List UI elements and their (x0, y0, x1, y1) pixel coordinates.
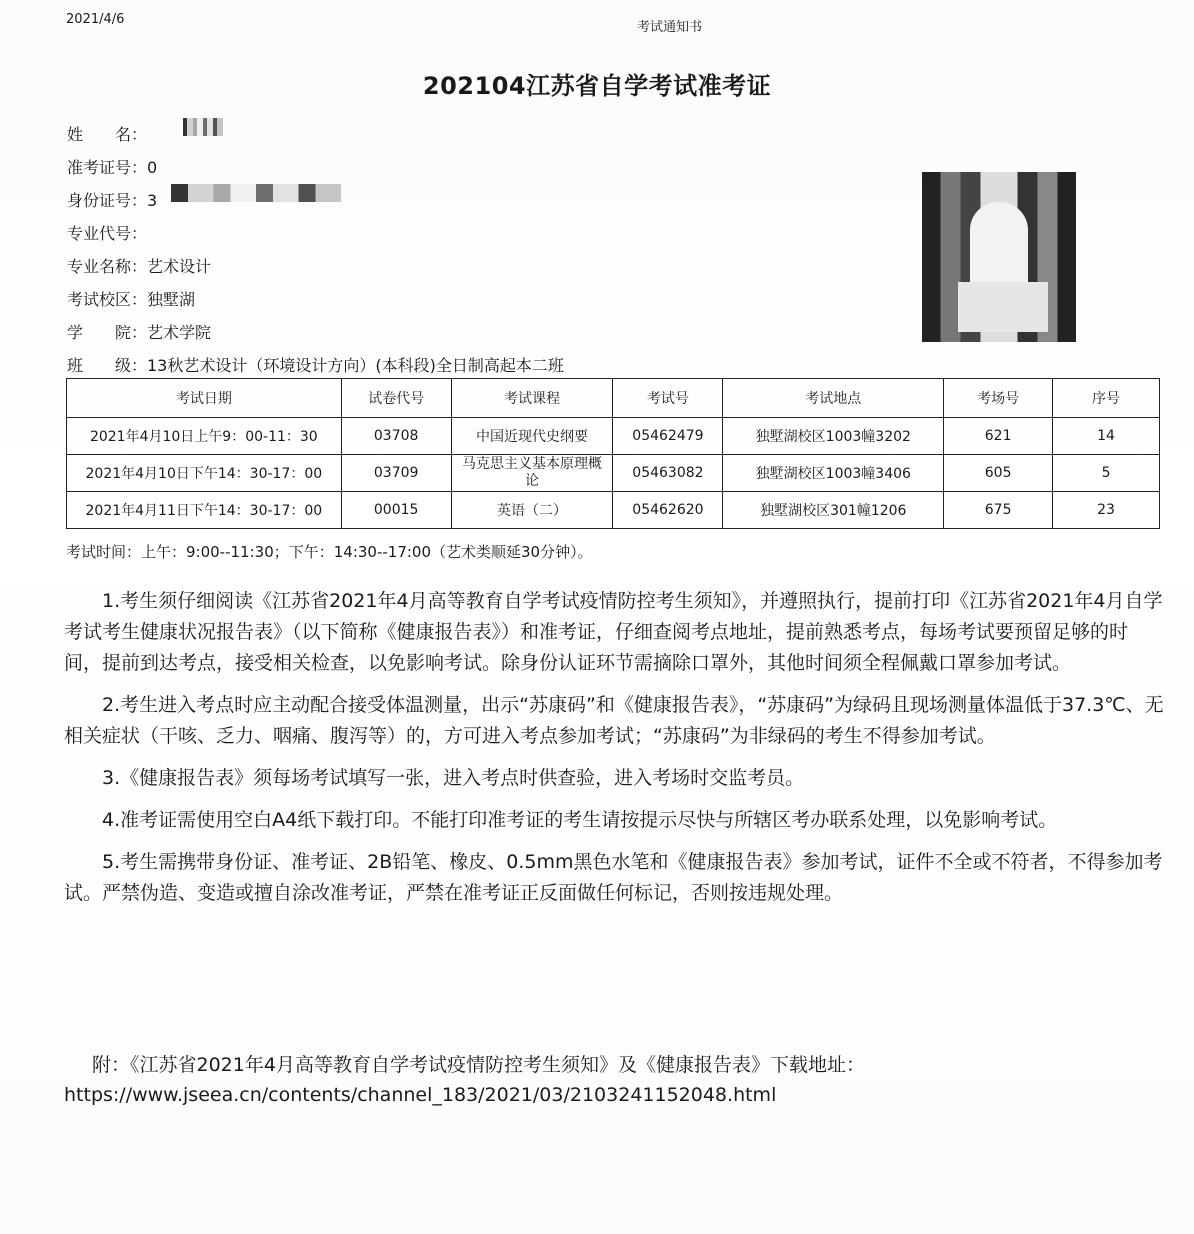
table-cell: 05463082 (613, 455, 723, 492)
column-header: 考场号 (944, 379, 1053, 418)
table-cell: 621 (944, 418, 1053, 455)
rule-paragraph: 2.考生进入考点时应主动配合接受体温测量，出示“苏康码”和《健康报告表》，“苏康码”为绿码且现场测量体温低于37.3℃、无相关症状（干咳、乏力、咽痛、腹泻等）的，方可进入考点参加考试；“苏康码”为非绿码的考生不得参加考试。 (64, 694, 1164, 747)
rule-paragraph: 1.考生须仔细阅读《江苏省2021年4月高等教育自学考试疫情防控考生须知》，并遵照执行，提前打印《江苏省2021年4月自学考试考生健康状况报告表》（以下简称《健康报告表》）和准考证，仔细查阅考点地址，提前熟悉考点，每场考试要预留足够的时间，提前到达考点，接受相关检查，以免影响考试。除身份认证环节需摘除口罩外，其他时间须全程佩戴口罩参加考试。 (64, 590, 1163, 674)
document-title: 202104江苏省自学考试准考证 (422, 72, 772, 100)
info-row-major-code (67, 217, 564, 250)
info-row-name (67, 118, 564, 151)
info-value: 3 (147, 191, 158, 210)
info-label: 班 级： (67, 356, 148, 375)
table-cell: 05462620 (613, 492, 723, 529)
info-value: 13秋艺术设计（环境设计方向）(本科段)全日制高起本二班 (147, 356, 564, 375)
table-cell: 中国近现代史纲要 (451, 418, 613, 455)
info-value: 独墅湖 (147, 290, 196, 309)
info-value: 艺术学院 (147, 323, 212, 342)
print-date: 2021/4/6 (66, 12, 125, 27)
column-header: 考试课程 (451, 379, 613, 418)
table-cell: 2021年4月11日下午14：30-17：00 (67, 492, 342, 529)
info-row-campus (67, 283, 564, 316)
rule-paragraph: 5.考生需携带身份证、准考证、2B铅笔、橡皮、0.5mm黑色水笔和《健康报告表》参加考试，证件不全或不符者，不得参加考试。严禁伪造、变造或擅自涂改准考证，严禁在准考证正反面做任何标记，否则按违规处理。 (64, 851, 1163, 904)
candidate-info (67, 118, 564, 382)
table-row (67, 492, 1160, 529)
info-label: 姓 名： (67, 125, 148, 144)
table-cell: 00015 (341, 492, 451, 529)
table-cell: 05462479 (613, 418, 723, 455)
info-row-id-number (67, 184, 564, 217)
info-label: 专业代号： (67, 224, 148, 243)
column-header: 序号 (1053, 379, 1160, 418)
table-cell: 独墅湖校区1003幢3202 (723, 418, 944, 455)
info-label: 专业名称： (67, 257, 148, 276)
redacted-block (171, 184, 341, 202)
info-row-ticket-number (67, 151, 564, 184)
info-label: 准考证号： (67, 158, 148, 177)
table-cell: 独墅湖校区1003幢3406 (723, 455, 944, 492)
table-header-row (67, 379, 1160, 418)
table-row (67, 455, 1160, 492)
print-header-title: 考试通知书 (637, 20, 703, 35)
table-cell: 英语（二） (451, 492, 613, 529)
appendix (64, 1050, 1164, 1110)
appendix-url[interactable]: https://www.jseea.cn/contents/channel_183/2021/03/2103241152048.html (64, 1084, 777, 1106)
table-cell: 23 (1053, 492, 1160, 529)
info-row-college (67, 316, 564, 349)
info-label: 考试校区： (67, 290, 148, 309)
table-cell: 14 (1053, 418, 1160, 455)
candidate-photo-redacted (922, 172, 1076, 342)
info-label: 身份证号： (67, 191, 148, 210)
table-cell: 675 (944, 492, 1053, 529)
table-cell: 马克思主义基本原理概论 (451, 455, 613, 492)
exam-schedule-table (66, 378, 1160, 529)
info-value: 0 (147, 158, 158, 177)
column-header: 考试号 (613, 379, 723, 418)
exam-time-note: 考试时间：上午：9:00--11:30；下午：14:30--17:00（艺术类顺延30分钟）。 (66, 543, 593, 561)
table-cell: 2021年4月10日下午14：30-17：00 (67, 455, 342, 492)
rule-paragraph: 4.准考证需使用空白A4纸下载打印。不能打印准考证的考生请按提示尽快与所辖区考办联系处理，以免影响考试。 (102, 809, 1058, 831)
appendix-text: 附：《江苏省2021年4月高等教育自学考试疫情防控考生须知》及《健康报告表》下载地址： (92, 1054, 865, 1076)
table-row (67, 418, 1160, 455)
column-header: 考试地点 (723, 379, 944, 418)
table-cell: 03708 (341, 418, 451, 455)
info-value: 艺术设计 (147, 257, 212, 276)
rule-paragraph: 3.《健康报告表》须每场考试填写一张，进入考点时供查验，进入考场时交监考员。 (102, 767, 805, 789)
table-cell: 独墅湖校区301幢1206 (723, 492, 944, 529)
info-label: 学 院： (67, 323, 148, 342)
table-cell: 03709 (341, 455, 451, 492)
redacted-block (183, 118, 223, 136)
table-cell: 5 (1053, 455, 1160, 492)
column-header: 考试日期 (67, 379, 342, 418)
table-cell: 605 (944, 455, 1053, 492)
table-cell: 2021年4月10日上午9：00-11：30 (67, 418, 342, 455)
info-row-major-name (67, 250, 564, 283)
exam-rules (64, 586, 1164, 920)
column-header: 试卷代号 (341, 379, 451, 418)
